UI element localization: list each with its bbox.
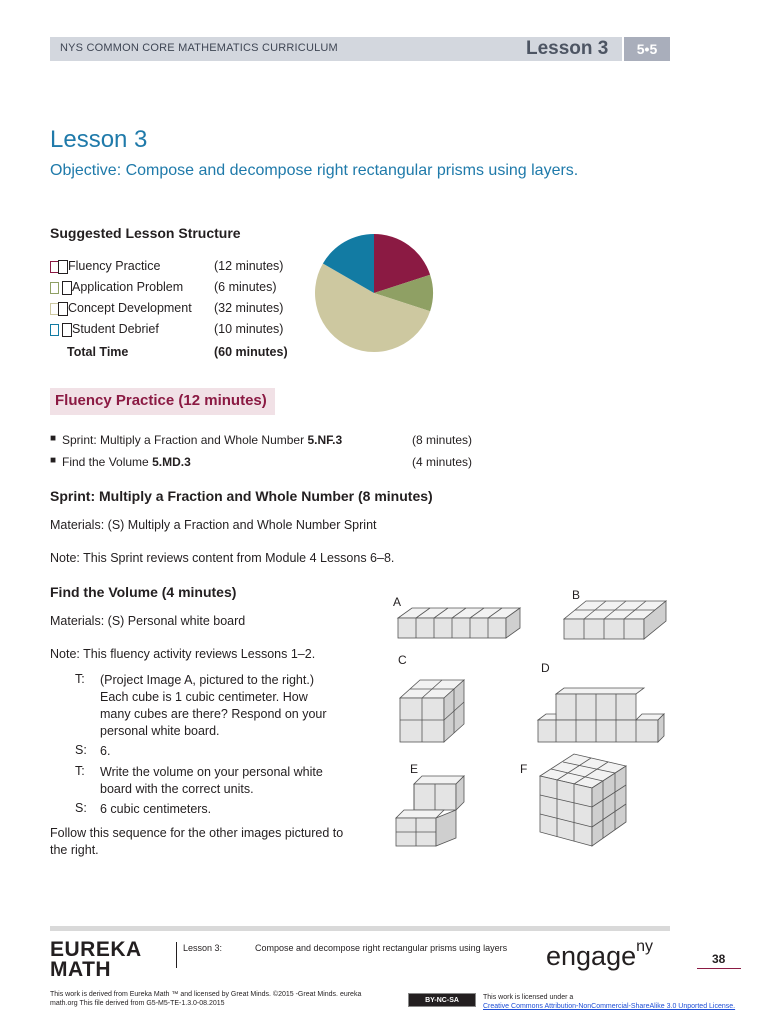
volume-materials: Materials: (S) Personal white board	[50, 614, 246, 628]
total-time-label: Total Time	[67, 345, 129, 359]
structure-label: Fluency Practice	[68, 259, 161, 273]
structure-minutes: (6 minutes)	[214, 280, 277, 294]
logo-line: EUREKA	[50, 938, 142, 961]
figure-label-a: A	[393, 595, 402, 609]
color-key-icon	[58, 302, 68, 316]
structure-label: Student Debrief	[72, 322, 159, 336]
module-code-badge: 5•5	[624, 37, 670, 61]
dialogue-text: (Project Image A, pictured to the right.) Each cube is 1 cubic centimeter. How many cubes are there? Respond on your personal white board.	[100, 673, 327, 738]
footer-objective: Compose and decompose right rectangular prisms using layers	[255, 943, 508, 953]
standard-code: 5.MD.3	[152, 455, 191, 469]
page-title: Lesson 3	[50, 126, 148, 153]
fluency-item-text: Find the Volume	[62, 455, 153, 469]
bullet-icon: ■	[50, 433, 57, 444]
volume-heading: Find the Volume (4 minutes)	[50, 584, 237, 600]
license-link[interactable]: Creative Commons Attribution-NonCommercial-ShareAlike 3.0 Unported License.	[483, 1003, 736, 1010]
figure-label-f: F	[520, 762, 528, 776]
lesson-objective: Objective: Compose and decompose right rectangular prisms using layers.	[50, 162, 579, 179]
lesson-structure-pie	[313, 231, 435, 355]
figure-label-b: B	[572, 588, 581, 602]
figure-label-e: E	[410, 762, 419, 776]
structure-minutes: (32 minutes)	[214, 301, 284, 315]
total-time-minutes: (60 minutes)	[214, 345, 288, 359]
footer-license	[483, 993, 735, 1011]
structure-row-debrief	[48, 321, 298, 339]
dialogue-text: 6 cubic centimeters.	[100, 802, 212, 816]
dialogue-speaker: T:	[75, 764, 85, 778]
cube-figure-d	[536, 684, 672, 744]
structure-label: Concept Development	[68, 301, 192, 315]
cube-figure-f	[538, 752, 634, 848]
footer-attribution: This work is derived from Eureka Math ™ and licensed by Great Minds. ©2015 -Great Minds. eureka math.org This file derived from G5-M5-TE-1.3.0-08.2015	[50, 991, 362, 1007]
cc-license-badge: BY-NC-SA	[408, 993, 476, 1007]
color-key-icon	[62, 281, 72, 295]
structure-row-application	[48, 279, 298, 297]
figure-label-d: D	[541, 661, 550, 675]
curriculum-name: NYS COMMON CORE MATHEMATICS CURRICULUM	[60, 42, 338, 54]
sprint-note: Note: This Sprint reviews content from Module 4 Lessons 6–8.	[50, 551, 395, 565]
fluency-item-minutes: (4 minutes)	[412, 455, 473, 469]
sprint-heading: Sprint: Multiply a Fraction and Whole Number (8 minutes)	[50, 488, 433, 504]
standard-code: 5.NF.3	[307, 433, 343, 447]
dialogue-text: Write the volume on your personal white board with the correct units.	[100, 765, 323, 796]
engageny-logo	[546, 938, 654, 972]
cube-figure-b	[562, 597, 672, 643]
cube-figure-e	[394, 772, 474, 850]
color-key-icon	[58, 260, 68, 274]
dialogue-speaker: S:	[75, 743, 87, 757]
header-lesson: Lesson 3	[526, 38, 609, 59]
bullet-icon: ■	[50, 455, 57, 466]
footer-divider	[176, 942, 177, 968]
dialogue-text: 6.	[100, 744, 111, 758]
structure-minutes: (10 minutes)	[214, 322, 284, 336]
logo-text: engage	[546, 941, 637, 971]
logo-sup: ny	[636, 938, 654, 955]
color-key-icon	[50, 324, 59, 336]
cube-figure-c	[398, 676, 468, 746]
fluency-item-minutes: (8 minutes)	[412, 433, 473, 447]
cube-figure-a	[396, 604, 530, 642]
footer-rule	[50, 926, 670, 931]
logo-line: MATH	[50, 958, 112, 981]
structure-minutes: (12 minutes)	[214, 259, 284, 273]
follow-instructions: Follow this sequence for the other images pictured to the right.	[50, 826, 344, 857]
structure-label: Application Problem	[72, 280, 184, 294]
page-number-rule	[697, 968, 741, 969]
structure-heading: Suggested Lesson Structure	[50, 225, 241, 241]
sprint-materials: Materials: (S) Multiply a Fraction and Whole Number Sprint	[50, 518, 377, 532]
color-key-icon	[62, 323, 72, 337]
dialogue-speaker: T:	[75, 672, 85, 686]
footer-lesson: Lesson 3:	[183, 943, 223, 953]
dialogue-speaker: S:	[75, 801, 87, 815]
license-text: This work is licensed under a	[483, 994, 574, 1001]
fluency-item-text: Sprint: Multiply a Fraction and Whole Number	[62, 433, 308, 447]
figure-label-c: C	[398, 653, 407, 667]
structure-row-fluency	[48, 258, 298, 276]
page-number: 38	[712, 952, 726, 966]
fluency-title: Fluency Practice (12 minutes)	[55, 392, 267, 409]
eureka-math-logo	[50, 940, 142, 980]
color-key-icon	[50, 282, 59, 294]
volume-note: Note: This fluency activity reviews Lessons 1–2.	[50, 647, 316, 661]
structure-row-concept	[48, 300, 298, 318]
